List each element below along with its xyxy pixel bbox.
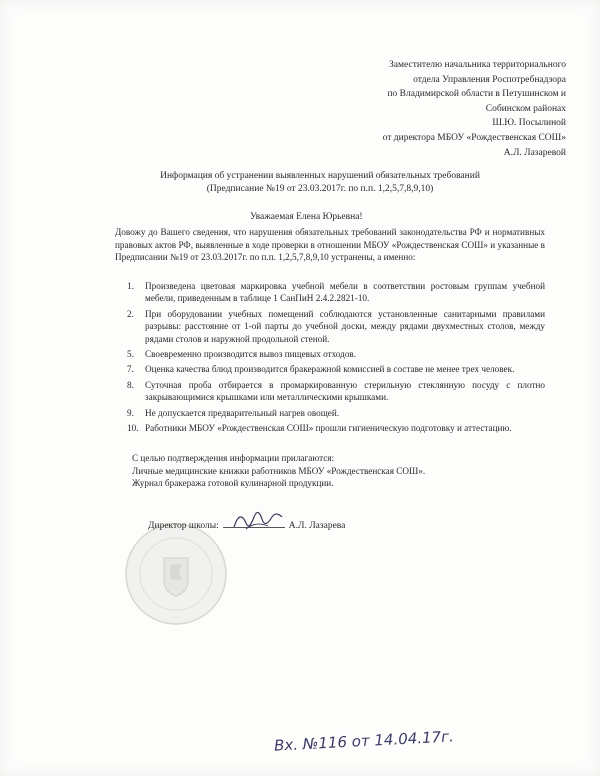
item-number: 8.: [127, 379, 134, 390]
item-text: Суточная проба отбирается в промаркированную стерильную стеклянную посуду с плотно закрывающимися крышками или металлическими крышками.: [145, 379, 545, 403]
item-text: Своевременно производится вывоз пищевых отходов.: [145, 349, 357, 360]
intro-paragraph: Довожу до Вашего сведения, что нарушения обязательных требований законодательства РФ и нормативных правовых актов РФ, выявленные в ходе проверки в отношении МБОУ «Рождественская СОШ» и указанные в Предписании №19 от 23.03.2017г. по п.п. 1,2,5,7,8,9,10 устранены, а именно:: [115, 227, 545, 263]
greeting: Уважаемая Елена Юрьевна!: [250, 212, 363, 222]
handwritten-registration-note: Вх. №116 от 14.04.17г.: [273, 727, 455, 755]
document-title: [120, 170, 520, 196]
item-number: 7.: [127, 364, 134, 375]
item-number: 2.: [127, 308, 134, 319]
item-text: Работники МБОУ «Рождественская СОШ» прошли гигиеническую подготовку и аттестацию.: [145, 423, 512, 434]
list-item: [115, 348, 545, 360]
item-text: Оценка качества блюд производится бракеражной комиссией в составе не менее трех человек.: [145, 364, 515, 375]
addressee-line: Ш.Ю. Посылиной: [492, 118, 566, 129]
item-text: При оборудовании учебных помещений соблюдаются установленные санитарными правилами разрывы: расстояние от 1-ой парты до учебной доски, между рядами двухместных столов, между рядами столов и наружной продольной стеной.: [145, 308, 545, 344]
item-text: Не допускается предварительный нагрев овощей.: [145, 407, 340, 418]
list-item: [115, 363, 545, 375]
signatory-name: А.Л. Лазарева: [288, 521, 346, 531]
item-number: 9.: [127, 407, 134, 418]
addressee-line: от директора МБОУ «Рождественская СОШ»: [382, 132, 566, 143]
item-number: 10.: [127, 423, 139, 434]
addressee-line: по Владимирской области в Петушинском и: [387, 89, 566, 100]
list-item: [115, 422, 545, 434]
addressee-line: отдела Управления Роспотребнадзора: [413, 74, 566, 85]
item-number: 5.: [127, 349, 134, 360]
seal-stamp: [124, 522, 228, 626]
signature-label: Директор школы:: [148, 521, 219, 531]
attachment-line: Журнал бракеража готовой кулинарной продукции.: [132, 478, 334, 489]
addressee-line: Собинском районах: [485, 103, 566, 114]
addressee-line: Заместителю начальника территориального: [389, 60, 566, 70]
addressee-line: А.Л. Лазаревой: [503, 147, 566, 158]
list-item: [115, 379, 545, 404]
list-item: [115, 280, 545, 305]
handwritten-signature: [228, 505, 288, 535]
measures-list: [115, 280, 545, 437]
attachments-block: [132, 452, 532, 490]
item-number: 1.: [127, 281, 134, 291]
list-item: [115, 407, 545, 419]
addressee-block: [304, 58, 566, 160]
title-subline: (Предписание №19 от 23.03.2017г. по п.п. 1,2,5,7,8,9,10): [206, 184, 434, 194]
attachments-heading: С целью подтверждения информации прилагаются:: [132, 453, 335, 463]
title-line: Информация об устранении выявленных нарушений обязательных требований: [160, 171, 480, 181]
item-text: Произведена цветовая маркировка учебной мебели в соответствии ростовым группам учебной мебели, приведенным в таблице 1 СанПиН 2.4.2.2821-10.: [145, 281, 545, 304]
list-item: [115, 308, 545, 345]
attachment-line: Личные медицинские книжки работников МБОУ «Рождественская СОШ».: [132, 465, 426, 476]
